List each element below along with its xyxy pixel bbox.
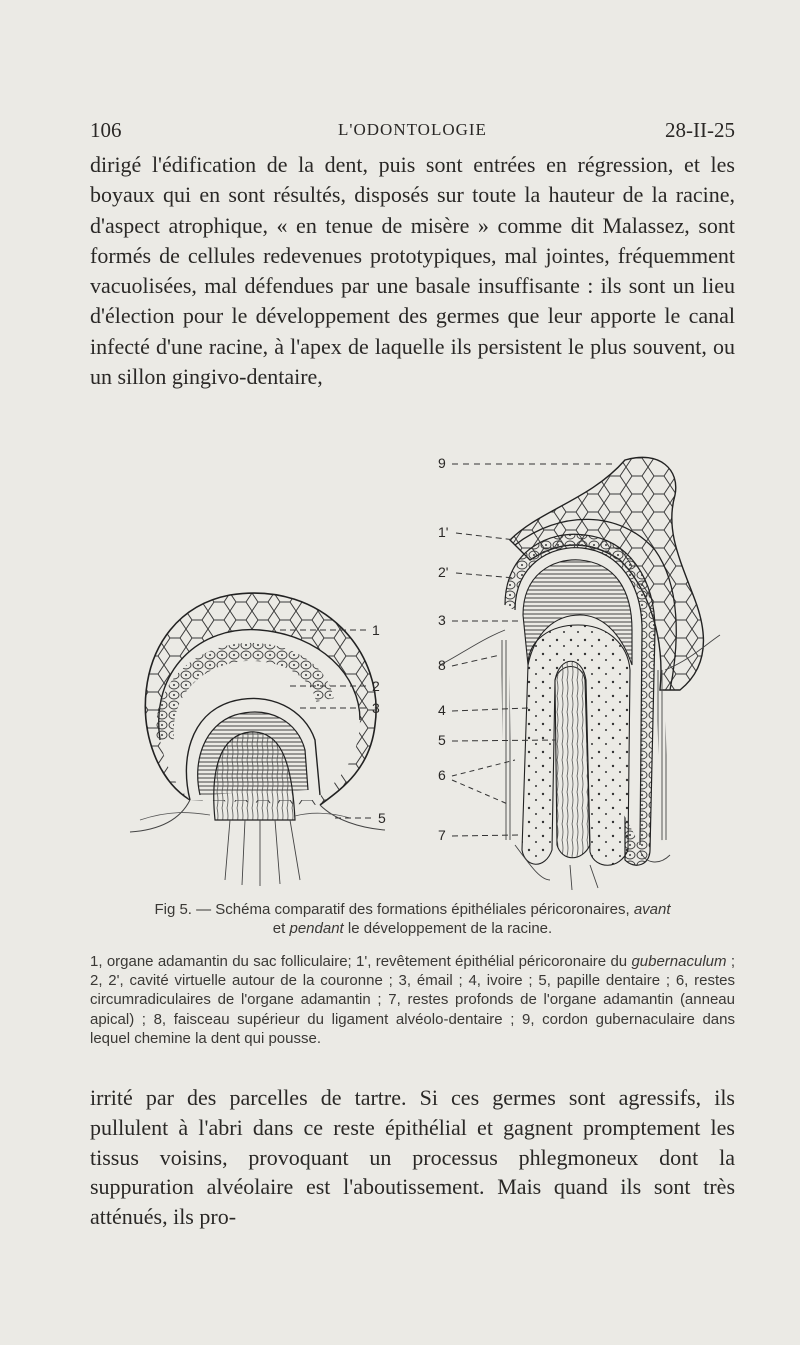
right-label-8: 8 bbox=[438, 657, 446, 673]
caption-pendant: pendant bbox=[289, 920, 344, 937]
legend-part1: 1, organe adamantin du sac folliculaire; 1', revêtement épithélial péricoronaire du bbox=[90, 953, 628, 970]
journal-title: L'ODONTOLOGIE bbox=[338, 120, 487, 139]
figure-drawing bbox=[120, 440, 740, 895]
caption-suffix: le développement de la racine. bbox=[347, 920, 553, 937]
caption-avant: avant bbox=[633, 901, 671, 918]
right-label-2prime: 2' bbox=[438, 564, 449, 580]
caption-prefix: Fig 5. — Schéma comparatif des formations épithéliales péricoronaires, bbox=[154, 901, 630, 918]
page-number: 106 bbox=[90, 118, 122, 142]
right-label-1prime: 1' bbox=[438, 524, 449, 540]
left-label-1: 1 bbox=[372, 622, 380, 638]
left-label-2: 2 bbox=[372, 678, 380, 694]
legend-gubernaculum: gubernaculum bbox=[631, 953, 727, 970]
right-label-7: 7 bbox=[438, 827, 446, 843]
right-label-6: 6 bbox=[438, 767, 446, 783]
right-label-5: 5 bbox=[438, 732, 446, 748]
running-head bbox=[90, 118, 735, 144]
left-label-5: 5 bbox=[378, 810, 386, 826]
right-label-3: 3 bbox=[438, 612, 446, 628]
left-tooth-germ-drawing bbox=[130, 593, 385, 886]
right-erupting-tooth-drawing bbox=[440, 457, 720, 890]
body-paragraph-bottom: irrité par des parcelles de tartre. Si ces germes sont agressifs, ils pullulent à l'abri dans ce reste épithélial et gagnent promptement les tissus voisins, provoquant un processus phlegmoneux dont la suppuration alvéolaire est l'aboutissement. Mais quand ils sont très atténués, ils pro- bbox=[90, 1085, 735, 1230]
caption-middle: et bbox=[272, 920, 286, 937]
figure bbox=[120, 440, 740, 895]
left-label-3: 3 bbox=[372, 700, 380, 716]
right-label-4: 4 bbox=[438, 702, 446, 718]
body-paragraph-top: dirigé l'édification de la dent, puis sont entrées en régression, et les boyaux qui en sont résultés, disposés sur toute la hauteur de la racine, d'aspect atrophique, « en tenue de misère » comme dit Malassez, sont formés de cellules redevenues prototypiques, mal jointes, fréquemment vacuolisées, mal défendues par une basale insuffisante : ils sont un lieu d'élection pour le développement des germes que leur apporte le canal infecté d'une racine, à l'apex de laquelle ils persistent le plus souvent, ou un sillon gingivo-dentaire, bbox=[90, 152, 735, 390]
legend-part2: ; 2, 2', cavité virtuelle autour de la couronne ; 3, émail ; 4, ivoire ; 5, papille dentaire ; 6, restes circumradiculaires de l'organe adamantin ; 7, restes profonds de l'organe adamantin (anneau apical) ; 8, faisceau supérieur du ligament alvéolo-dentaire ; 9, cordon gubernaculaire dans lequel chemine la dent qui pousse. bbox=[90, 953, 735, 1047]
figure-caption bbox=[90, 900, 735, 938]
issue-date: 28-II-25 bbox=[665, 118, 735, 142]
right-label-9: 9 bbox=[438, 455, 446, 471]
figure-legend bbox=[90, 952, 735, 1048]
